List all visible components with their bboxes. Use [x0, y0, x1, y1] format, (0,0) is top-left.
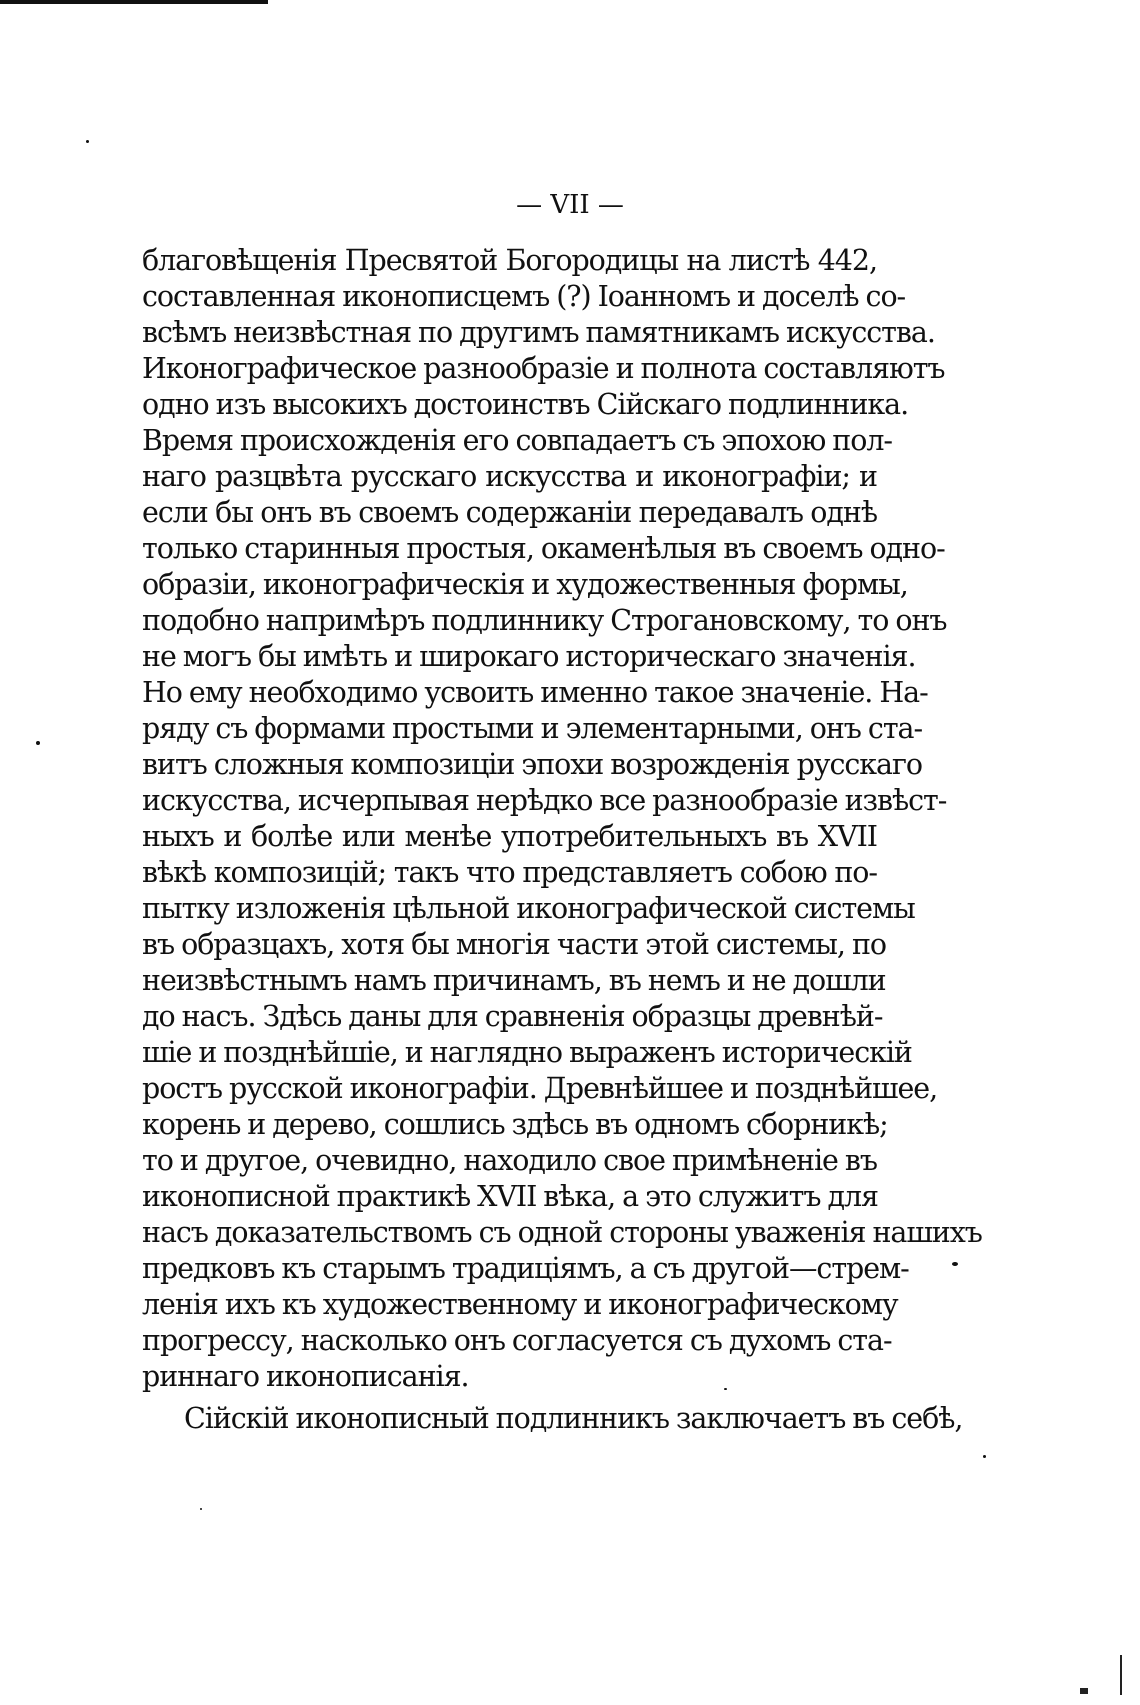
- text-line: ленія ихъ къ художественному и иконографическому: [142, 1288, 898, 1321]
- text-line: въ образцахъ, хотя бы многія части этой системы, по: [142, 928, 887, 961]
- text-line: одно изъ высокихъ достоинствъ Сійскаго подлинника.: [142, 388, 909, 421]
- text-line: витъ сложныя композиціи эпохи возрожденія русскаго: [142, 748, 922, 781]
- text-line: пытку изложенія цѣльной иконографической системы: [142, 892, 915, 925]
- text-line: вѣкѣ композицій; такъ что представляетъ собою по-: [142, 856, 877, 889]
- text-line: Время происхожденія его совпадаетъ съ эпохою пол-: [142, 424, 892, 457]
- text-line: прогрессу, насколько онъ согласуется съ духомъ ста-: [142, 1324, 892, 1357]
- text-line: Но ему необходимо усвоить именно такое значеніе. На-: [142, 676, 928, 709]
- text-line: всѣмъ неизвѣстная по другимъ памятникамъ искусства.: [142, 316, 935, 349]
- text-line: наго разцвѣта русскаго искусства и иконографіи; и: [142, 460, 877, 493]
- top-rule: [0, 0, 268, 4]
- scan-speck: [983, 1455, 986, 1458]
- text-line: ныхъ и болѣе или менѣе употребительныхъ въ XVII: [142, 820, 877, 853]
- text-line: неизвѣстнымъ намъ причинамъ, въ немъ и не дошли: [142, 964, 886, 997]
- text-line: корень и дерево, сошлись здѣсь въ одномъ сборникѣ;: [142, 1108, 888, 1141]
- scan-speck: [86, 140, 89, 143]
- scan-speck: [724, 1388, 727, 1390]
- text-line: шіе и позднѣйшіе, и наглядно выраженъ историческій: [142, 1036, 912, 1069]
- text-line: насъ доказательствомъ съ одной стороны уваженія нашихъ: [142, 1216, 982, 1249]
- paragraph-1: [142, 243, 982, 1395]
- text-line: то и другое, очевидно, находило свое примѣненіе въ: [142, 1144, 877, 1177]
- paragraph-2: [142, 1401, 963, 1437]
- text-line: иконописной практикѣ XVII вѣка, а это служитъ для: [142, 1180, 878, 1213]
- scan-speck: [200, 1508, 202, 1510]
- text-line: составленная иконописцемъ (?) Іоанномъ и доселѣ со-: [142, 280, 906, 313]
- text-line: если бы онъ въ своемъ содержаніи передавалъ однѣ: [142, 496, 877, 529]
- scan-speck: [952, 1262, 958, 1266]
- scan-speck: [36, 741, 40, 745]
- text-line: риннаго иконописанія.: [142, 1360, 469, 1393]
- text-line: благовѣщенія Пресвятой Богородицы на листѣ 442,: [142, 244, 877, 277]
- text-line: ряду съ формами простыми и элементарными, онъ ста-: [142, 712, 923, 745]
- text-line: Сійскій иконописный подлинникъ заключаетъ въ себѣ,: [184, 1402, 963, 1435]
- text-line: предковъ къ старымъ традиціямъ, а съ другой—стрем-: [142, 1252, 909, 1285]
- text-line: не могъ бы имѣть и широкаго историческаго значенія.: [142, 640, 916, 673]
- text-line: Иконографическое разнообразіе и полнота составляютъ: [142, 352, 945, 385]
- page-number: — VII —: [516, 190, 624, 220]
- scan-edge-mark: [1080, 1688, 1088, 1694]
- body-text: [142, 243, 982, 1437]
- text-line: искусства, исчерпывая нерѣдко все разнообразіе извѣст-: [142, 784, 947, 817]
- text-line: ростъ русской иконографіи. Древнѣйшее и позднѣйшее,: [142, 1072, 938, 1105]
- text-line: подобно напримѣръ подлиннику Строгановскому, то онъ: [142, 604, 947, 637]
- text-line: образіи, иконографическія и художественныя формы,: [142, 568, 908, 601]
- scan-edge-mark: [1120, 1655, 1122, 1695]
- text-line: только старинныя простыя, окаменѣлыя въ своемъ одно-: [142, 532, 945, 565]
- text-line: до насъ. Здѣсь даны для сравненія образцы древнѣй-: [142, 1000, 883, 1033]
